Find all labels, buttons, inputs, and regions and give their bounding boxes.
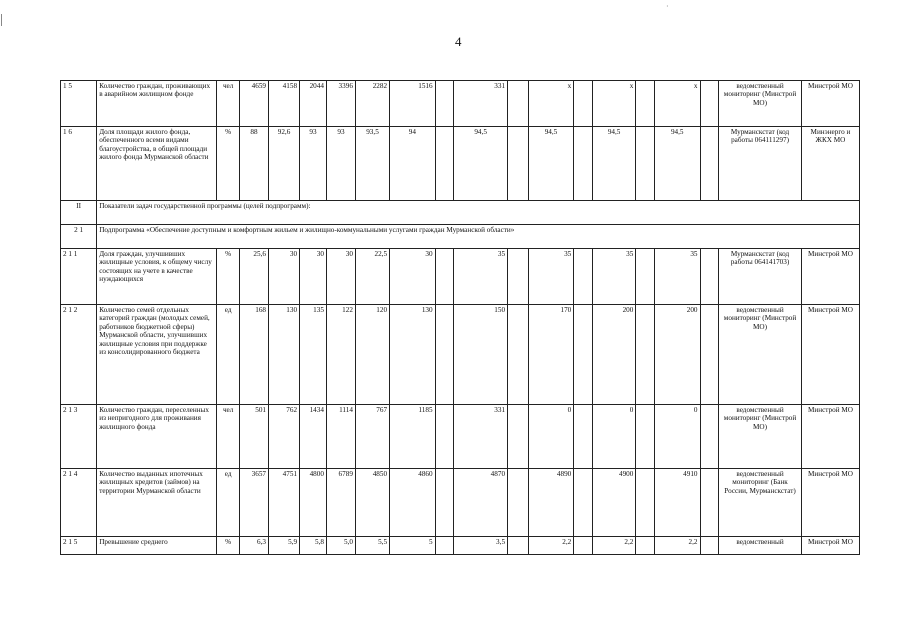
value-cell: 5,5 <box>355 537 389 555</box>
section-index: II <box>61 201 97 225</box>
responsible-cell: Минстрой МО <box>801 81 859 127</box>
empty-cell <box>435 469 454 537</box>
value-cell: 30 <box>269 249 300 305</box>
unit-cell: чел <box>217 81 240 127</box>
empty-cell <box>435 537 454 555</box>
value-cell: 5 <box>390 537 436 555</box>
row-index: 1 5 <box>61 81 97 127</box>
value-cell: 1516 <box>390 81 436 127</box>
value-cell: 122 <box>326 305 355 405</box>
empty-cell <box>700 405 719 469</box>
empty-cell <box>574 469 593 537</box>
empty-cell <box>508 405 529 469</box>
value-cell: 4800 <box>300 469 327 537</box>
indicator-name: Количество выданных ипотечных жилищных кредитов (займов) на территории Мурманской области <box>97 469 217 537</box>
empty-cell <box>574 127 593 201</box>
value-cell: 6,3 <box>240 537 269 555</box>
scan-edge-mark <box>1 14 2 26</box>
value-cell: 88 <box>240 127 269 201</box>
table-row <box>61 249 860 305</box>
empty-cell <box>700 127 719 201</box>
value-cell: 30 <box>390 249 436 305</box>
value-cell: 0 <box>528 405 574 469</box>
section-title: Показатели задач государственной программы (целей подпрограмм): <box>97 201 860 225</box>
table-row <box>61 537 860 555</box>
value-cell: 5,0 <box>326 537 355 555</box>
scan-mark: · <box>666 2 669 11</box>
value-cell: 2,2 <box>592 537 635 555</box>
value-cell: 35 <box>528 249 574 305</box>
row-index: 2 1 5 <box>61 537 97 555</box>
value-cell: 4890 <box>528 469 574 537</box>
responsible-cell: Минстрой МО <box>801 537 859 555</box>
value-cell: 6789 <box>326 469 355 537</box>
value-cell: 35 <box>654 249 700 305</box>
row-index: 2 1 2 <box>61 305 97 405</box>
value-cell: 2044 <box>300 81 327 127</box>
empty-cell <box>700 537 719 555</box>
value-cell: 200 <box>654 305 700 405</box>
value-cell: 2,2 <box>654 537 700 555</box>
value-cell: 4751 <box>269 469 300 537</box>
value-cell: 331 <box>454 81 508 127</box>
section-row <box>61 225 860 249</box>
empty-cell <box>636 469 655 537</box>
value-cell: 2,2 <box>528 537 574 555</box>
value-cell: 4900 <box>592 469 635 537</box>
source-cell: ведомственный мониторинг (Минстрой МО) <box>719 305 802 405</box>
empty-cell <box>700 81 719 127</box>
value-cell: 1185 <box>390 405 436 469</box>
source-cell: Мурманскстат (код работы 064141703) <box>719 249 802 305</box>
value-cell: 35 <box>454 249 508 305</box>
value-cell: 1114 <box>326 405 355 469</box>
empty-cell <box>636 405 655 469</box>
responsible-cell: Минстрой МО <box>801 249 859 305</box>
unit-cell: % <box>217 127 240 201</box>
value-cell: 331 <box>454 405 508 469</box>
indicator-name: Доля площади жилого фонда, обеспеченного всеми видами благоустройства, в общей площади жилого фонда Мурманской области <box>97 127 217 201</box>
indicator-name: Доля граждан, улучшивших жилищные условия, к общему числу состоящих на учете в качестве нуждающихся <box>97 249 217 305</box>
value-cell: 3657 <box>240 469 269 537</box>
source-cell: ведомственный <box>719 537 802 555</box>
table-row <box>61 469 860 537</box>
row-index: 2 1 1 <box>61 249 97 305</box>
value-cell: 94,5 <box>528 127 574 201</box>
table-row <box>61 305 860 405</box>
value-cell: 5,8 <box>300 537 327 555</box>
value-cell: 170 <box>528 305 574 405</box>
value-cell: 0 <box>654 405 700 469</box>
responsible-cell: Минэнерго и ЖКХ МО <box>801 127 859 201</box>
value-cell: 4910 <box>654 469 700 537</box>
empty-cell <box>508 537 529 555</box>
value-cell: 2282 <box>355 81 389 127</box>
value-cell: 150 <box>454 305 508 405</box>
empty-cell <box>574 249 593 305</box>
empty-cell <box>435 249 454 305</box>
empty-cell <box>508 81 529 127</box>
value-cell: 168 <box>240 305 269 405</box>
empty-cell <box>636 537 655 555</box>
value-cell: 25,6 <box>240 249 269 305</box>
value-cell: 1434 <box>300 405 327 469</box>
value-cell: 94,5 <box>654 127 700 201</box>
row-index: 1 6 <box>61 127 97 201</box>
indicator-name: Количество граждан, переселенных из непригодного для проживания жилищного фонда <box>97 405 217 469</box>
value-cell: x <box>528 81 574 127</box>
indicators-table <box>60 80 860 555</box>
source-cell: Мурманскстат (код работы 064111297) <box>719 127 802 201</box>
value-cell: 130 <box>269 305 300 405</box>
table-body <box>61 81 860 555</box>
value-cell: 135 <box>300 305 327 405</box>
value-cell: 4850 <box>355 469 389 537</box>
responsible-cell: Минстрой МО <box>801 305 859 405</box>
empty-cell <box>636 127 655 201</box>
value-cell: 94 <box>390 127 436 201</box>
empty-cell <box>700 469 719 537</box>
row-index: 2 1 3 <box>61 405 97 469</box>
empty-cell <box>435 81 454 127</box>
value-cell: 767 <box>355 405 389 469</box>
responsible-cell: Минстрой МО <box>801 405 859 469</box>
table-row <box>61 81 860 127</box>
value-cell: 3396 <box>326 81 355 127</box>
source-cell: ведомственный мониторинг (Минстрой МО) <box>719 405 802 469</box>
value-cell: 30 <box>300 249 327 305</box>
empty-cell <box>508 469 529 537</box>
value-cell: 4158 <box>269 81 300 127</box>
empty-cell <box>508 127 529 201</box>
empty-cell <box>636 305 655 405</box>
unit-cell: ед <box>217 305 240 405</box>
value-cell: 94,5 <box>454 127 508 201</box>
section-row <box>61 201 860 225</box>
unit-cell: % <box>217 249 240 305</box>
empty-cell <box>435 127 454 201</box>
value-cell: 92,6 <box>269 127 300 201</box>
value-cell: 93 <box>326 127 355 201</box>
value-cell: 762 <box>269 405 300 469</box>
empty-cell <box>574 305 593 405</box>
value-cell: 0 <box>592 405 635 469</box>
page-number: 4 <box>455 34 462 49</box>
value-cell: 22,5 <box>355 249 389 305</box>
value-cell: x <box>592 81 635 127</box>
unit-cell: % <box>217 537 240 555</box>
indicator-name: Количество граждан, проживающих в аварийном жилищном фонде <box>97 81 217 127</box>
section-index: 2 1 <box>61 225 97 249</box>
table-row <box>61 405 860 469</box>
empty-cell <box>700 249 719 305</box>
empty-cell <box>508 305 529 405</box>
source-cell: ведомственный мониторинг (Минстрой МО) <box>719 81 802 127</box>
row-index: 2 1 4 <box>61 469 97 537</box>
value-cell: 3,5 <box>454 537 508 555</box>
value-cell: 30 <box>326 249 355 305</box>
value-cell: 94,5 <box>592 127 635 201</box>
empty-cell <box>636 249 655 305</box>
value-cell: 130 <box>390 305 436 405</box>
source-cell: ведомственный мониторинг (Банк России, Мурманскстат) <box>719 469 802 537</box>
value-cell: 501 <box>240 405 269 469</box>
empty-cell <box>435 405 454 469</box>
indicator-name: Превышение среднего <box>97 537 217 555</box>
value-cell: 5,9 <box>269 537 300 555</box>
value-cell: 93,5 <box>355 127 389 201</box>
value-cell: 93 <box>300 127 327 201</box>
unit-cell: ед <box>217 469 240 537</box>
value-cell: 200 <box>592 305 635 405</box>
unit-cell: чел <box>217 405 240 469</box>
value-cell: 4870 <box>454 469 508 537</box>
value-cell: 4659 <box>240 81 269 127</box>
empty-cell <box>574 81 593 127</box>
responsible-cell: Минстрой МО <box>801 469 859 537</box>
value-cell: 35 <box>592 249 635 305</box>
empty-cell <box>700 305 719 405</box>
empty-cell <box>574 405 593 469</box>
indicator-name: Количество семей отдельных категорий граждан (молодых семей, работников бюджетной сферы) Мурманской области, улучшивших жилищные условия при поддержке из консолидированного бюджета <box>97 305 217 405</box>
value-cell: 4860 <box>390 469 436 537</box>
value-cell: 120 <box>355 305 389 405</box>
empty-cell <box>574 537 593 555</box>
empty-cell <box>636 81 655 127</box>
empty-cell <box>508 249 529 305</box>
section-title: Подпрограмма «Обеспечение доступным и комфортным жильем и жилищно-коммунальными услугами граждан Мурманской области» <box>97 225 860 249</box>
table-row <box>61 127 860 201</box>
value-cell: x <box>654 81 700 127</box>
empty-cell <box>435 305 454 405</box>
